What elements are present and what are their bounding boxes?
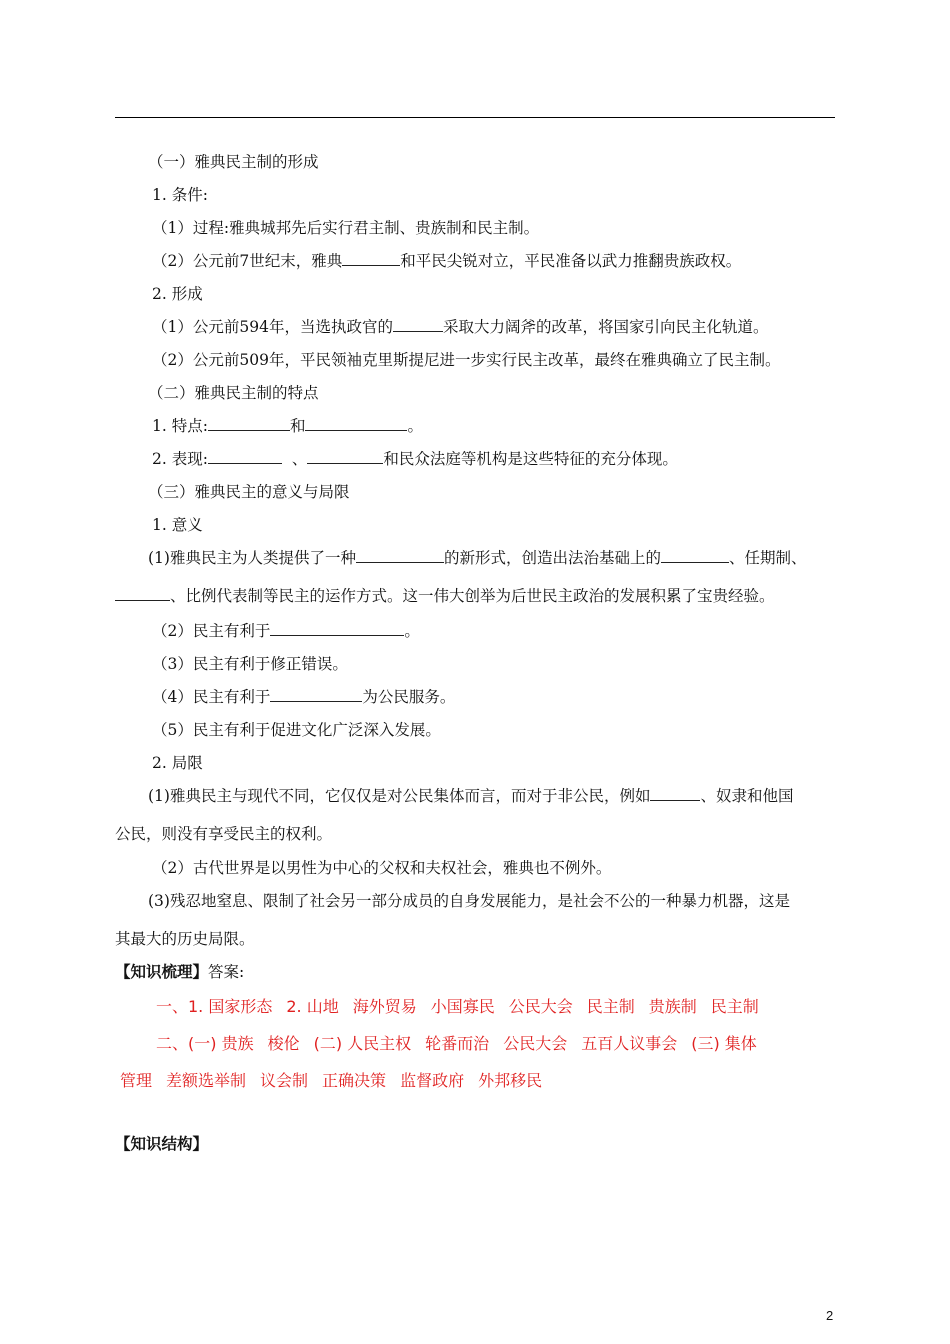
text-line: （2）古代世界是以男性为中心的父权和夫权社会，雅典也不例外。 <box>152 859 612 877</box>
answer-row-3: 管理 差额选举制 议会制 正确决策 监督政府 外邦移民 <box>120 1071 543 1090</box>
text-line: （2）公元前509年，平民领袖克里斯提尼进一步实行民主改革，最终在雅典确立了民主制。 <box>152 351 781 369</box>
fill-blank <box>650 786 700 801</box>
text-line: （1）公元前594年，当选执政官的 采取大力阔斧的改革，将国家引向民主化轨道。 <box>152 318 769 336</box>
item-formation: 2. 形成 <box>152 285 203 303</box>
fill-blank <box>270 621 404 636</box>
fill-blank <box>208 416 290 431</box>
fill-blank <box>208 449 282 464</box>
fill-blank <box>342 251 400 266</box>
text-line: 其最大的历史局限。 <box>115 930 255 948</box>
text-line: (3)残忍地窒息、限制了社会另一部分成员的自身发展能力，是社会不公的一种暴力机器，这是 <box>148 892 790 910</box>
summary-heading: 【知识梳理】答案: <box>115 963 245 981</box>
text-line: 公民，则没有享受民主的权利。 <box>115 825 333 843</box>
fill-blank <box>305 416 407 431</box>
structure-heading: 【知识结构】 <box>115 1135 209 1153</box>
answer-row-1: 一、1. 国家形态 2. 山地 海外贸易 小国寡民 公民大会 民主制 贵族制 民主制 <box>156 997 759 1016</box>
text-line: 、比例代表制等民主的运作方式。这一伟大创举为后世民主政治的发展积累了宝贵经验。 <box>115 586 845 606</box>
text-line: (1)雅典民主为人类提供了一种 的新形式，创造出法治基础上的 、任期制、 <box>148 549 807 567</box>
fill-blank <box>270 687 362 702</box>
fill-blank <box>393 317 443 332</box>
section-heading-2: （二）雅典民主制的特点 <box>148 384 319 402</box>
text-line: 2. 表现: 、 和民众法庭等机构是这些特征的充分体现。 <box>152 450 678 468</box>
fill-blank <box>115 586 170 601</box>
fill-blank <box>661 548 729 563</box>
fill-blank <box>307 449 383 464</box>
text-line: (1)雅典民主与现代不同，它仅仅是对公民集体而言，而对于非公民，例如 、奴隶和他国 <box>148 787 794 805</box>
text-line: （2）公元前7世纪末，雅典 和平民尖锐对立，平民准备以武力推翻贵族政权。 <box>152 252 742 270</box>
text-line: （1）过程:雅典城邦先后实行君主制、贵族制和民主制。 <box>152 219 540 237</box>
item-significance: 1. 意义 <box>152 516 203 534</box>
text-line: 1. 特点: 和 。 <box>152 417 423 435</box>
text-line: （2）民主有利于 。 <box>152 622 420 640</box>
page-number: 2 <box>826 1308 834 1323</box>
section-heading-1: （一）雅典民主制的形成 <box>148 153 319 171</box>
text-line: （5）民主有利于促进文化广泛深入发展。 <box>152 721 441 739</box>
text-line: （4）民主有利于 为公民服务。 <box>152 688 456 706</box>
answer-row-2: 二、(一) 贵族 梭伦 (二) 人民主权 轮番而治 公民大会 五百人议事会 (三) 集体 <box>156 1034 757 1053</box>
item-conditions: 1. 条件: <box>152 186 208 204</box>
item-limitations: 2. 局限 <box>152 754 203 772</box>
header-rule <box>115 117 835 118</box>
fill-blank <box>356 548 444 563</box>
section-heading-3: （三）雅典民主的意义与局限 <box>148 483 350 501</box>
text-line: （3）民主有利于修正错误。 <box>152 655 348 673</box>
